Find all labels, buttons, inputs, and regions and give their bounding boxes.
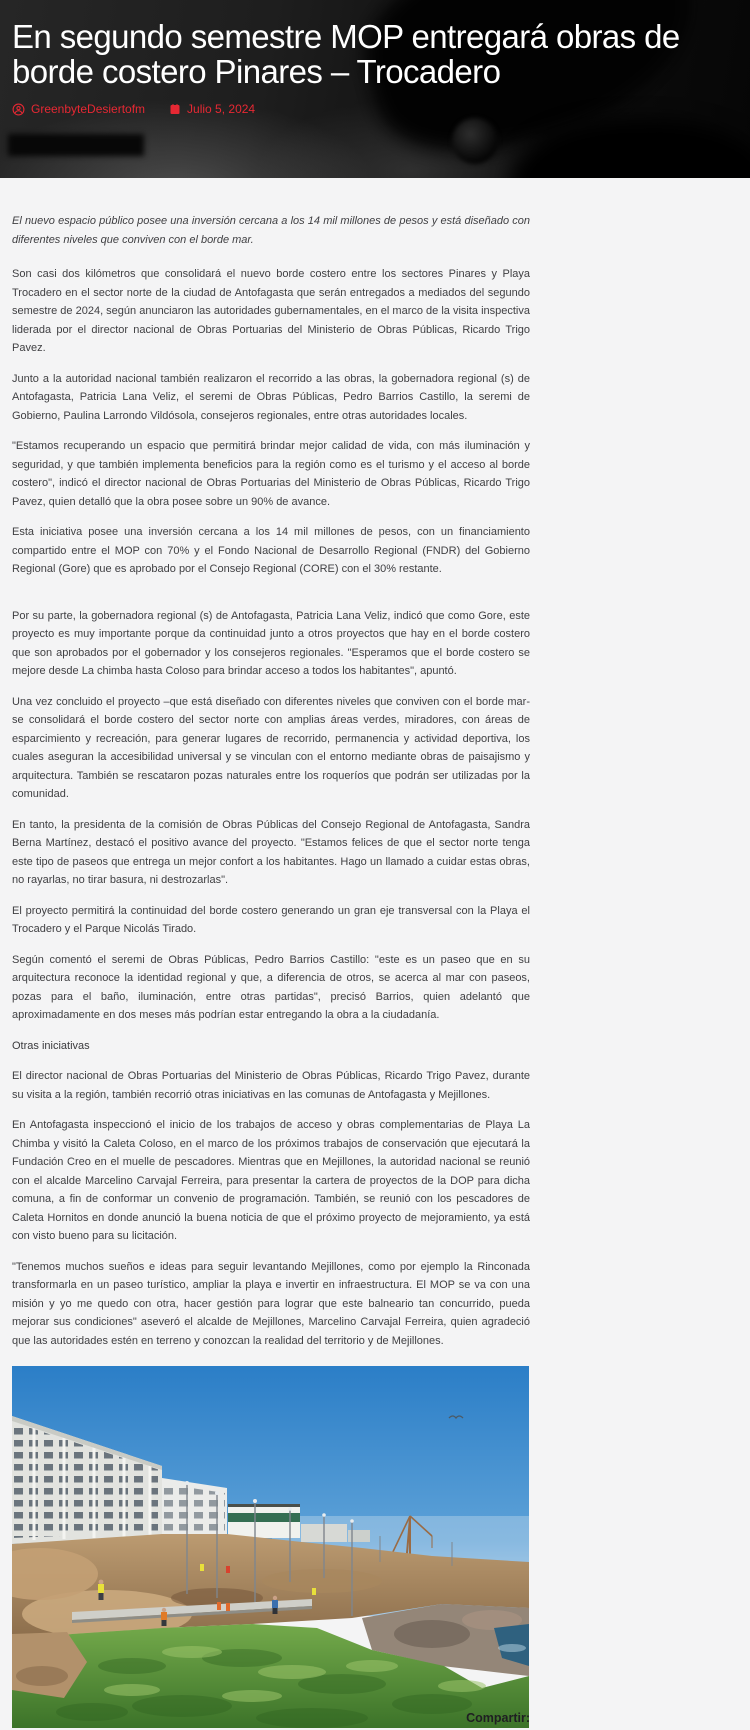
author-name: GreenbyteDesiertofm xyxy=(31,102,146,117)
article-paragraph: Una vez concluido el proyecto –que está diseñado con diferentes niveles que conviven con el borde mar- se consolidará el borde costero del sector norte con amplias áreas verdes, miradores, con áreas de esparcimiento y recreación, para generar lugares de recorrido, permanencia y actividad deportiva, los cuales aseguran la accesibilidad universal y se vinculan con el entorno mediante obras de paisajismo y arquitectura. También se rescataron pozas naturales entre los roqueríos que podrán ser utilizadas por la comunidad. xyxy=(12,695,530,800)
article-paragraph: El nuevo espacio público posee una inversión cercana a los 14 mil millones de pesos y está diseñado con diferentes niveles que conviven con el borde mar. xyxy=(12,215,530,246)
article-body xyxy=(12,178,530,1728)
author-link[interactable] xyxy=(12,102,145,116)
post-date-label: Julio 5, 2024 xyxy=(187,102,256,117)
construction-site-photo-illustration xyxy=(12,1366,529,1728)
article-paragraph: Según comentó el seremi de Obras Públicas, Pedro Barrios Castillo: "este es un paseo que en su arquitectura reconoce la identidad regional y que, a diferencia de otros, se acerca al mar con paseos, pozas para el baño, iluminación, entre otras partidas", precisó Barrios, quien adelantó que aproximadamente en dos meses más podrían estar entregando la obra a la ciudadanía. xyxy=(12,953,530,1021)
article-subheading: Otras iniciativas xyxy=(12,1039,90,1052)
article-photo xyxy=(12,1366,529,1728)
article-paragraph: "Estamos recuperando un espacio que permitirá brindar mejor calidad de vida, con más iluminación y seguridad, y que también implementa beneficios para la región como es el turismo y el acceso al borde costero", indicó el director nacional de Obras Portuarias del Ministerio de Obras Públicas, Ricardo Trigo Pavez, quien detalló que la obra posee sobre un 90% de avance. xyxy=(12,440,530,508)
post-date[interactable] xyxy=(169,102,255,116)
share-label: Compartir: xyxy=(466,1711,530,1725)
article-paragraph: El proyecto permitirá la continuidad del borde costero generando un gran eje transversal con la Playa el Trocadero y el Parque Nicolás Tirado. xyxy=(12,904,530,935)
article-paragraph: Esta iniciativa posee una inversión cercana a los 14 mil millones de pesos, con un financiamiento compartido entre el MOP con 70% y el Fondo Nacional de Desarrollo Regional (FNDR) del Gobierno Regional (Gore) que es aprobado por el Consejo Regional (CORE) con el 30% restante. xyxy=(12,526,530,575)
header-background-knob-shape xyxy=(452,118,498,164)
user-circle-icon xyxy=(12,103,25,116)
share-row xyxy=(12,1711,530,1725)
page-title: En segundo semestre MOP entregará obras de borde costero Pinares – Trocadero xyxy=(12,18,680,90)
post-meta xyxy=(12,102,738,116)
article-paragraph: Por su parte, la gobernadora regional (s) de Antofagasta, Patricia Lana Veliz, indicó que como Gore, este proyecto es muy importante porque da continuidad junto a otros proyectos que hay en el borde costero que son aprobados por el gobernador y los consejeros regionales. "Esperamos que el borde costero se mejore desde La chimba hasta Coloso para brindar acceso a todos los habitantes", apuntó. xyxy=(12,609,530,677)
article-paragraph: El director nacional de Obras Portuarias del Ministerio de Obras Públicas, Ricardo Trigo Pavez, durante su visita a la región, también recorrió otras iniciativas en las comunas de Antofagasta y Mejillones. xyxy=(12,1070,530,1101)
article-paragraph: En Antofagasta inspeccionó el inicio de los trabajos de acceso y obras complementarias de Playa La Chimba y visitó la Caleta Coloso, en el marco de los próximos trabajos de conservación que ejecutará la Fundación Creo en el muelle de pescadores. Mientras que en Mejillones, la autoridad nacional se reunió con el alcalde Marcelino Carvajal Ferreira, para presentar la cartera de proyectos de la DOP para dicha comuna, a fin de conformar un convenio de programación. También, se reunió con los pescadores de Caleta Hornitos en donde anunció la buena noticia de que el próximo proyecto de mejoramiento, ya está con visto bueno para su licitación. xyxy=(12,1119,530,1242)
article-paragraph: En tanto, la presidenta de la comisión de Obras Públicas del Consejo Regional de Antofagasta, Sandra Berna Martínez, destacó el positivo avance del proyecto. "Estamos felices de que el sector norte tenga este tipo de paseos que entrega un mejor confort a los habitantes. Hago un llamado a cuidar estas obras, no rayarlas, no tirar basura, ni destrozarlas". xyxy=(12,818,530,886)
calendar-icon xyxy=(169,103,181,115)
article-paragraph: Junto a la autoridad nacional también realizaron el recorrido a las obras, la gobernadora regional (s) de Antofagasta, Patricia Lana Veliz, el seremi de Obras Públicas, Pedro Barrios Castillo, la seremi de Gobierno, Paulina Larrondo Vildósola, consejeros regionales, entre otras autoridades locales. xyxy=(12,372,530,422)
header-background-desk-shape xyxy=(8,134,144,156)
article-paragraph: "Tenemos muchos sueños e ideas para seguir levantando Mejillones, como por ejemplo la Rinconada transformarla en un paseo turístico, ampliar la playa e invertir en infraestructura. El MOP se va con una misión y yo me quedo con otra, hacer gestión para lograr que este balneario tan concurrido, pueda mejorar sus condiciones" aseveró el alcalde de Mejillones, Marcelino Carvajal Ferreira, quien agradeció que las autoridades estén en terreno y conozcan la realidad del territorio y de Mejillones. xyxy=(12,1260,530,1347)
article-paragraph: Son casi dos kilómetros que consolidará el nuevo borde costero entre los sectores Pinares y Playa Trocadero en el sector norte de la ciudad de Antofagasta que serán entregados a mediados del segundo semestre de 2024, según anunciaron las autoridades gubernamentales, en el marco de la visita inspectiva liderada por el director nacional de Obras Portuarias del Ministerio de Obras Públicas, Ricardo Trigo Pavez. xyxy=(12,268,530,354)
article-header xyxy=(0,0,750,178)
